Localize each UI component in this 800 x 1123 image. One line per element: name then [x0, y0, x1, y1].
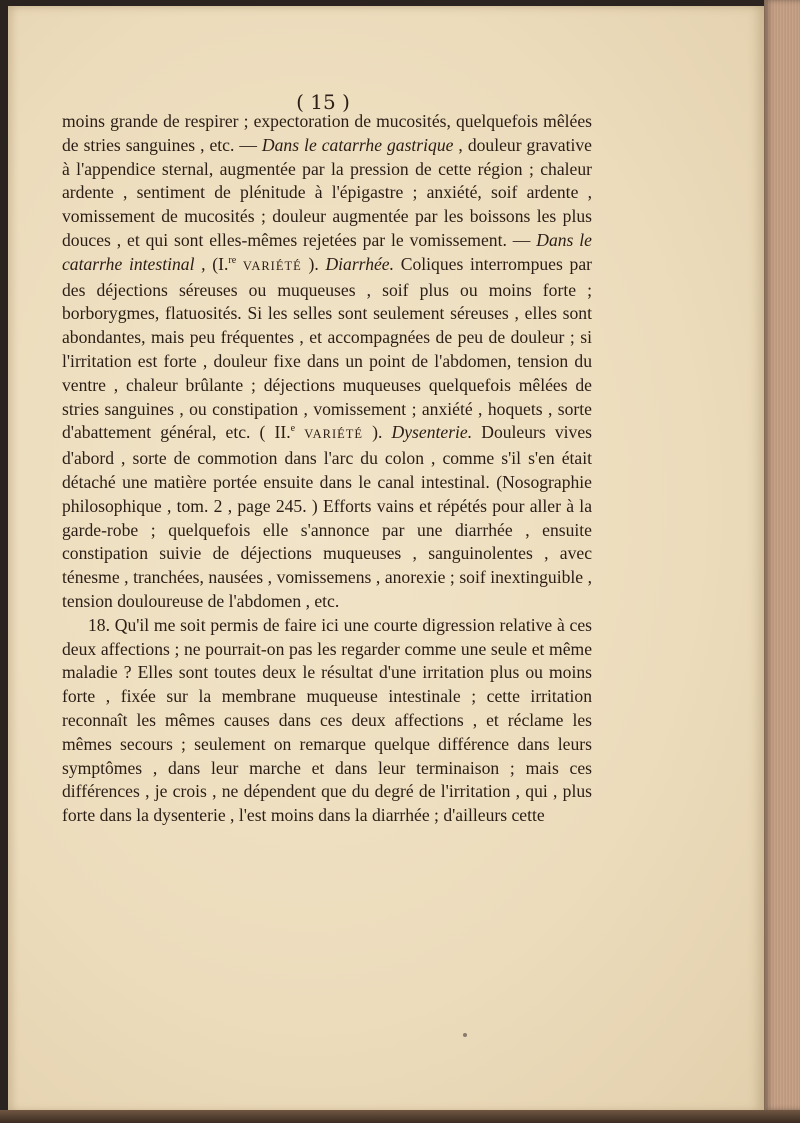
book-fore-edge	[764, 0, 800, 1110]
text-run: Diarrhée.	[325, 253, 395, 274]
text-run: Coliques interrompues par des déjections séreuses ou muqueuses , soif plus ou moins forte ; borborygmes, flatuosités. Si les selles sont seulement séreuses , elles sont abondantes, mais peu fréquentes , et accompagnées de peu de douleur ; si l'irritation est forte , douleur fixe dans un point de l'abdomen, tension du ventre , chaleur brûlante ; déjections muqueuses quelquefois mêlées de stries sanguines , ou constipation , vomissement ; anxiété , hoquets , sorte d'abattement général, etc. ( II.	[62, 253, 592, 443]
text-run: re	[228, 254, 237, 266]
text-run: Douleurs vives d'abord , sorte de commotion dans l'arc du colon , comme s'il s'en était détaché une matière portée ensuite dans le canal intestinal. (Nosographie philosophique , tom. 2 , page 245. ) Efforts vains et répétés pour aller à la garde-robe ; quelquefois elle s'annonce par une diarrhée , ensuite constipation suivie de déjections muqueuses , sanguinolentes , avec ténesme , tranchées, nausées , vomissemens , anorexie ; soif inextinguible , tension douloureuse de l'abdomen , etc.	[62, 422, 592, 611]
text-run: ).	[301, 253, 326, 274]
paper-speck	[463, 1033, 467, 1037]
paragraph-2: 18. Qu'il me soit permis de faire ici une courte digression relative à ces deux affections ; ne pourrait-on pas les regarder comme une seule et même maladie ? Elles sont toutes deux le résultat d'une irritation plus ou moins forte , fixée sur la membrane muqueuse intestinale ; cette irritation reconnaît les mêmes causes dans ces deux affections , et réclame les mêmes secours ; seulement on remarque quelque différence dans leurs symptômes , dans leur marche et dans leur terminaison ; mais ces différences , je crois , ne dépendent que du degré de l'irritation , qui , plus forte dans la dysenterie , l'est moins dans la diarrhée ; d'ailleurs cette	[62, 614, 592, 826]
text-run: VARIÉTÉ	[242, 258, 302, 273]
text-run: Dysenterie.	[391, 422, 473, 443]
text-run: moins grande de respirer ; expectoration de mucosités, quelquefois mêlées de stries sanguines , etc. —	[62, 111, 592, 155]
text-run: Dans le catarrhe gastrique	[261, 134, 454, 155]
text-run: Dans le catarrhe intestinal ,	[62, 229, 592, 274]
book-bottom-edge	[0, 1110, 800, 1123]
text-run: VARIÉTÉ	[304, 427, 364, 442]
body-text	[62, 110, 592, 828]
page-number: ( 15 )	[296, 90, 350, 114]
text-run	[295, 422, 304, 442]
text-run: , douleur gravative à l'appendice sternal, augmentée par la pression de cette région ; chaleur ardente , sentiment de plénitude à l'épigastre ; anxiété, soif ardente , vomissement de mucosités ; douleur augmentée par les boissons les plus douces , et qui sont elles-mêmes rejetées par le vomissement. —	[62, 134, 592, 250]
book-page	[8, 6, 764, 1112]
text-run: e	[290, 423, 296, 435]
text-run: (I.	[205, 253, 229, 274]
paragraph-1	[62, 111, 592, 611]
text-run	[236, 254, 243, 274]
text-run: ).	[363, 422, 392, 443]
